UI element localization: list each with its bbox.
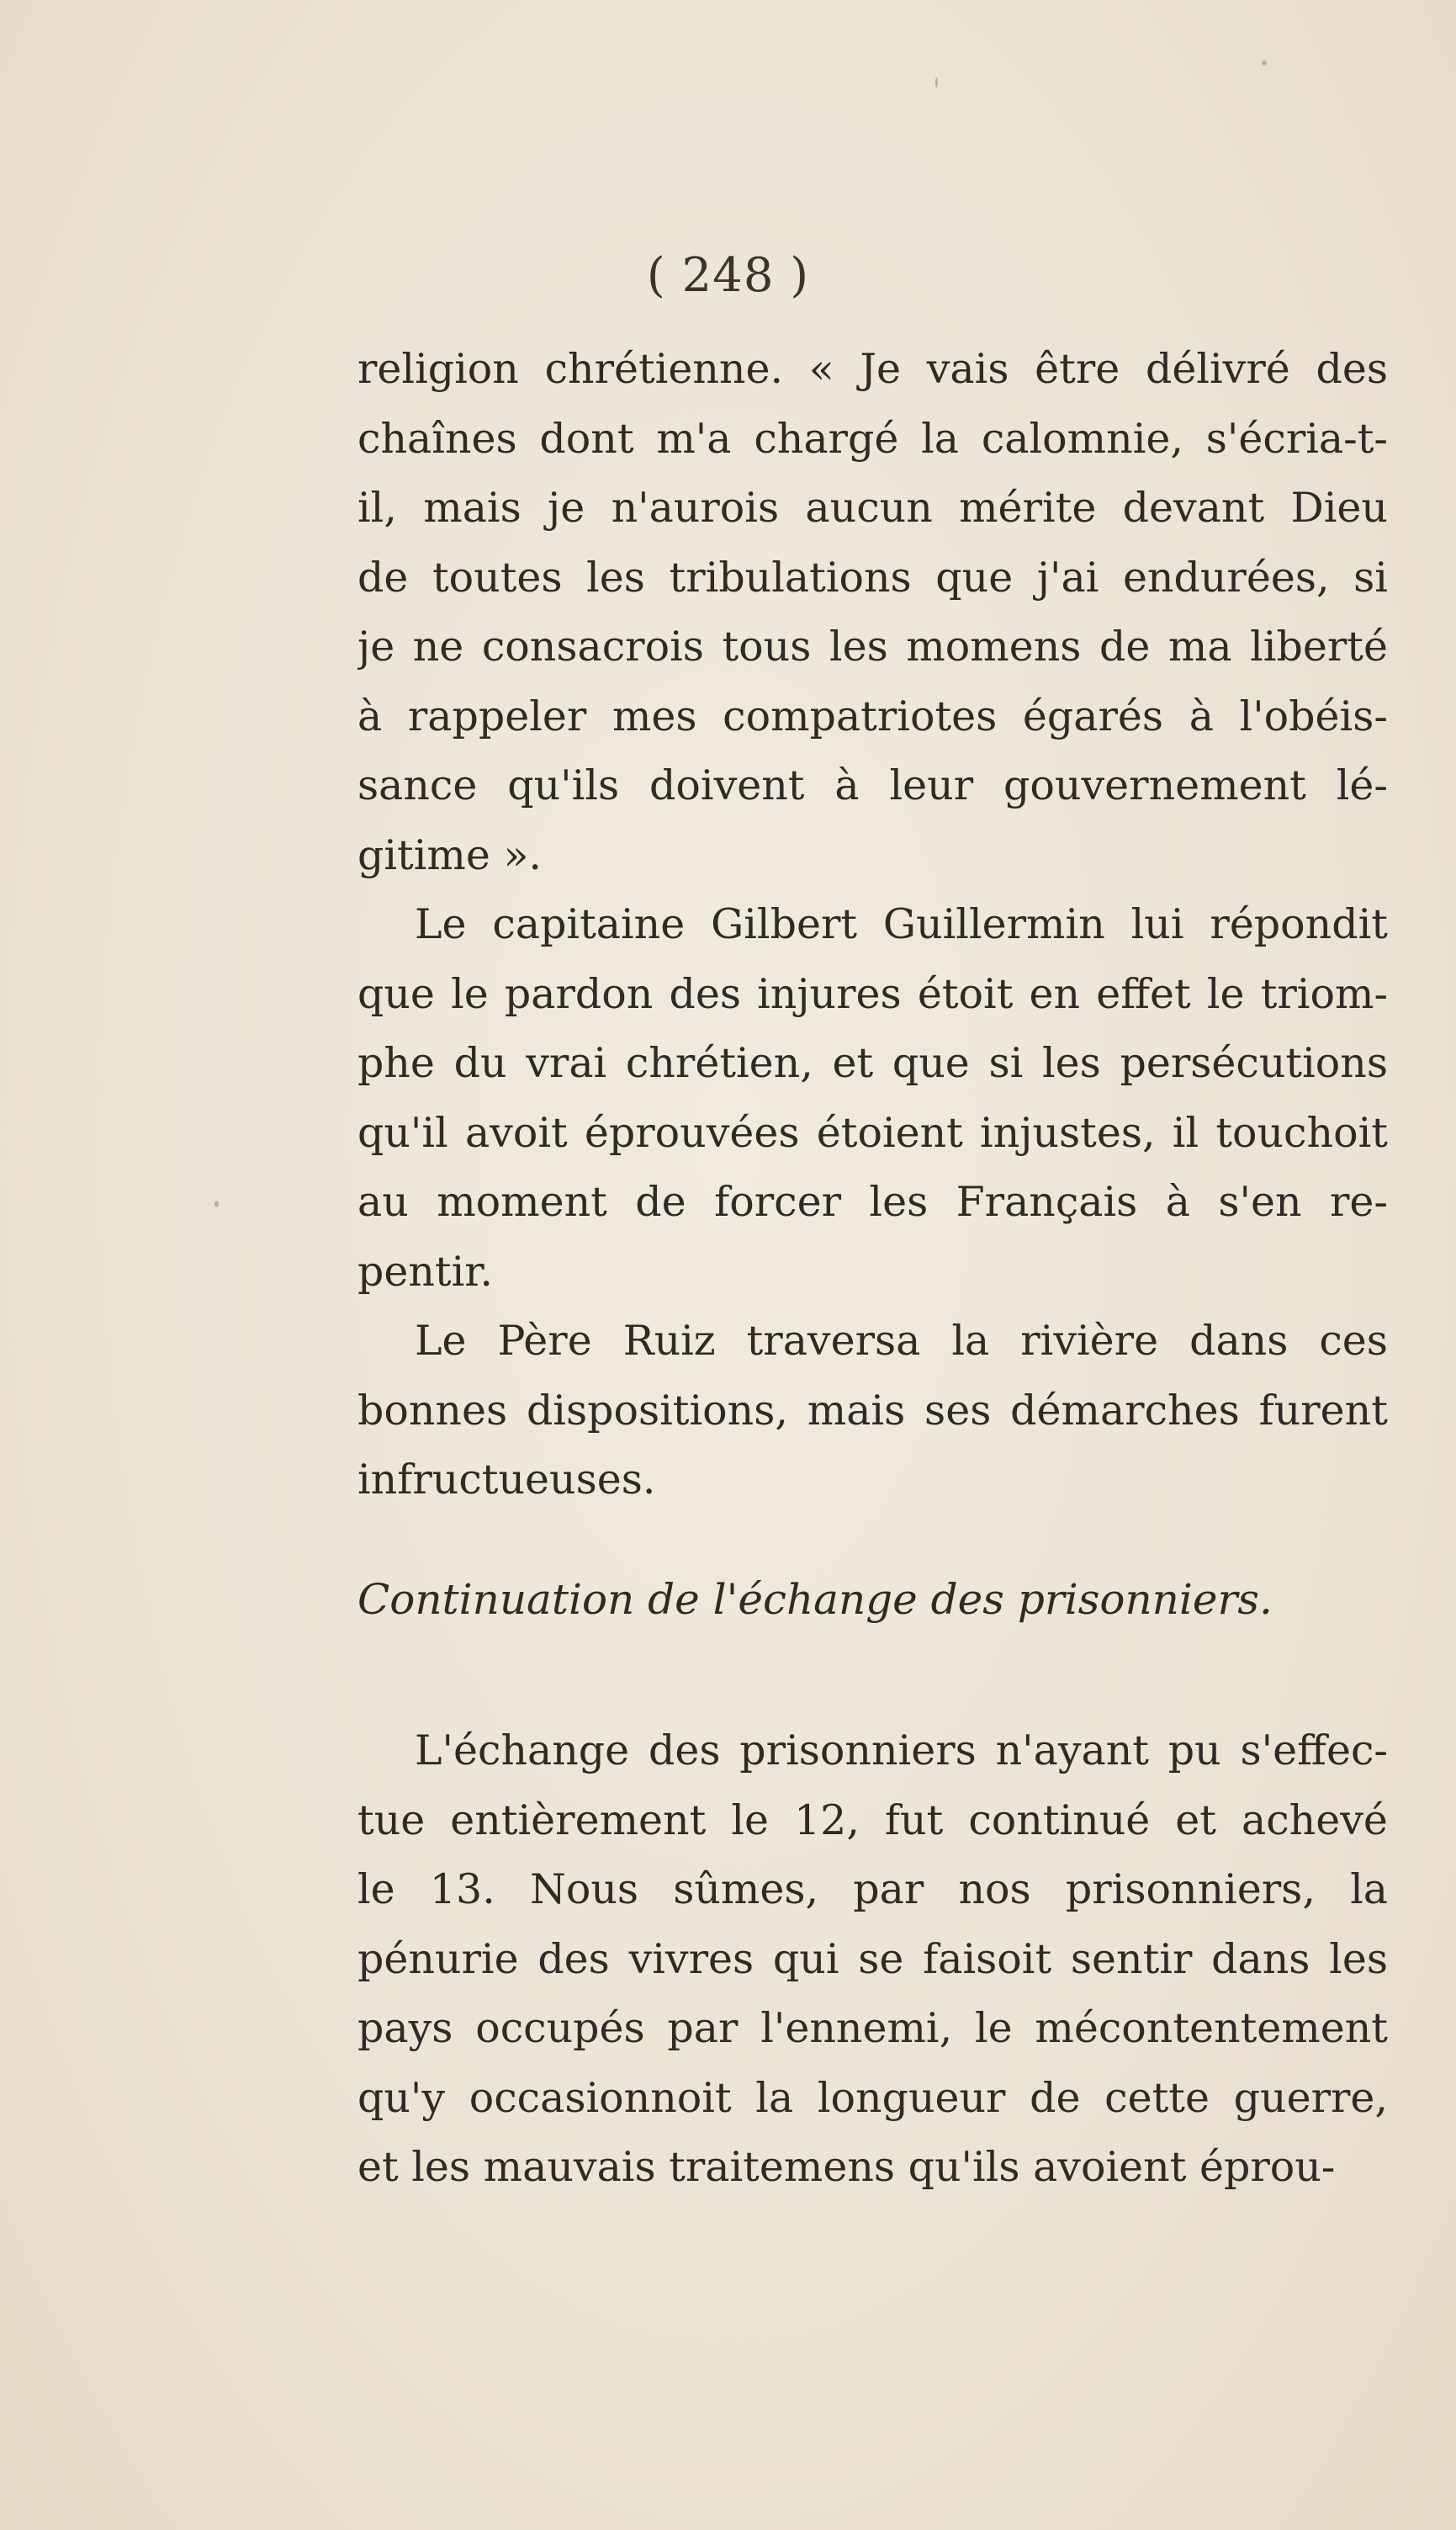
text-line: que le pardon des injures étoit en effet le triom- (357, 969, 1388, 1018)
paper-speck (214, 1201, 219, 1207)
section-heading: Continuation de l'échange des prisonniers. (357, 1575, 1273, 1624)
text-line: L'échange des prisonniers n'ayant pu s'effec- (415, 1726, 1388, 1774)
paragraph (357, 1307, 1388, 1515)
text-line: chaînes dont m'a chargé la calomnie, s'écria-t- (357, 414, 1388, 463)
text-line: infructueuses. (357, 1456, 656, 1504)
page-number: ( 248 ) (646, 248, 810, 303)
text-line: le 13. Nous sûmes, par nos prisonniers, la (357, 1865, 1388, 1913)
text-line: Le Père Ruiz traversa la rivière dans ces (415, 1317, 1388, 1365)
text-line: phe du vrai chrétien, et que si les persécutions (357, 1039, 1388, 1087)
text-line: pénurie des vivres qui se faisoit sentir dans les (357, 1934, 1388, 1983)
text-line: je ne consacrois tous les momens de ma liberté (357, 623, 1388, 671)
body-text-top (357, 335, 1388, 1515)
text-line: qu'y occasionnoit la longueur de cette guerre, (357, 2073, 1388, 2122)
body-text-bottom (357, 1716, 1388, 2203)
text-line: Le capitaine Gilbert Guillermin lui répondit (415, 900, 1388, 948)
text-line: au moment de forcer les Français à s'en re- (357, 1178, 1388, 1226)
paragraph (357, 890, 1388, 1307)
text-line: de toutes les tribulations que j'ai endurées, si (357, 553, 1388, 602)
text-line: qu'il avoit éprouvées étoient injustes, il touchoit (357, 1108, 1388, 1157)
text-line: pays occupés par l'ennemi, le mécontentement (357, 2004, 1388, 2052)
text-line: il, mais je n'aurois aucun mérite devant Dieu (357, 484, 1388, 532)
text-line: sance qu'ils doivent à leur gouvernement lé- (357, 761, 1388, 809)
text-line: religion chrétienne. « Je vais être délivré des (357, 345, 1388, 393)
paper-speck (935, 77, 938, 88)
paper-speck (1262, 61, 1267, 66)
text-line: tue entièrement le 12, fut continué et achevé (357, 1795, 1388, 1844)
paragraph (357, 335, 1388, 890)
paragraph (357, 1716, 1388, 2203)
text-line: et les mauvais traitemens qu'ils avoient éprou- (357, 2143, 1336, 2191)
text-line: à rappeler mes compatriotes égarés à l'obéis- (357, 692, 1388, 740)
text-line: bonnes dispositions, mais ses démarches furent (357, 1386, 1388, 1435)
text-line: pentir. (357, 1247, 493, 1296)
text-line: gitime ». (357, 830, 542, 879)
